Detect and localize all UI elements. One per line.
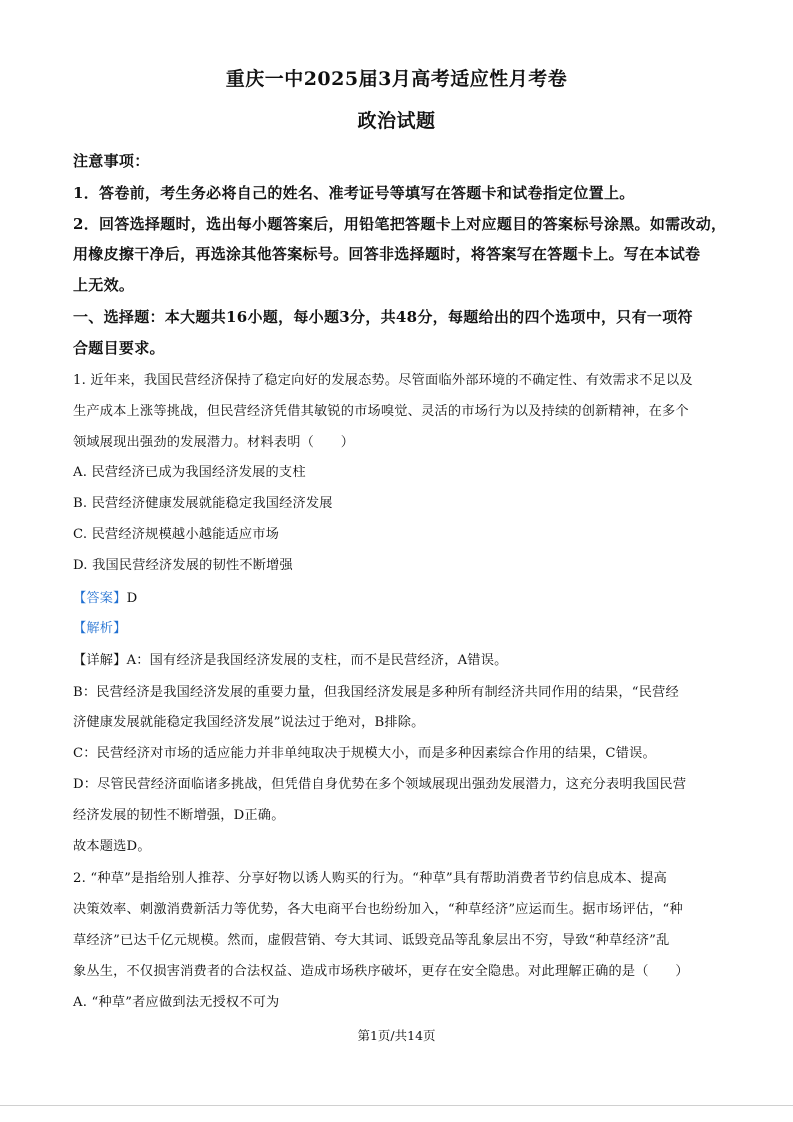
notice-item-2-line-1: 2．回答选择题时，选出每小题答案后，用铅笔把答题卡上对应题目的答案标号涂黑。如需改动，	[73, 215, 727, 233]
answer-value: D	[126, 591, 138, 606]
q1-conclusion: 故本题选D。	[73, 839, 151, 854]
q1-stem-line-3: 领域展现出强劲的发展潜力。材料表明（ ）	[73, 435, 355, 450]
q1-option-c: C. 民营经济规模越小越能适应市场	[73, 527, 280, 542]
answer-tag: 【答案】	[73, 591, 127, 606]
q2-stem-line-4: 象丛生，不仅损害消费者的合法权益、造成市场秩序破坏，更存在安全隐患。对此理解正确的是（ ）	[73, 964, 689, 979]
bottom-divider	[0, 1105, 793, 1106]
q1-detail-d-line-1: D：尽管民营经济面临诸多挑战，但凭借自身优势在多个领域展现出强劲发展潜力，这充分表明我国民营	[73, 777, 687, 792]
q1-option-d: D. 我国民营经济发展的韧性不断增强	[73, 558, 293, 573]
notice-heading: 注意事项：	[73, 152, 150, 170]
exam-title: 重庆一中2025届3月高考适应性月考卷	[225, 68, 568, 90]
page-number: 第1页/共14页	[357, 1028, 436, 1043]
exam-subject: 政治试题	[357, 110, 436, 132]
q1-detail-b-line-1: B：民营经济是我国经济发展的重要力量，但我国经济发展是多种所有制经济共同作用的结果，“民营经	[73, 685, 679, 700]
q1-detail-a	[73, 649, 507, 668]
q1-stem-line-2: 生产成本上涨等挑战，但民营经济凭借其敏锐的市场嗅觉、灵活的市场行为以及持续的创新精神，在多个	[73, 404, 689, 419]
q1-detail-d-line-2: 经济发展的韧性不断增强，D正确。	[73, 808, 285, 823]
section-heading-line-2: 合题目要求。	[73, 339, 165, 357]
q1-stem-line-1: 1. 近年来，我国民营经济保持了稳定向好的发展态势。尽管面临外部环境的不确定性、有效需求不足以及	[73, 373, 693, 388]
analysis-tag: 【解析】	[73, 621, 127, 636]
q1-detail-b-line-2: 济健康发展就能稳定我国经济发展”说法过于绝对，B排除。	[73, 715, 425, 730]
notice-item-1: 1．答卷前，考生务必将自己的姓名、准考证号等填写在答题卡和试卷指定位置上。	[73, 184, 635, 202]
detail-a-text: A：国有经济是我国经济发展的支柱，而不是民营经济，A错误。	[126, 653, 508, 668]
q2-option-a: A. “种草”者应做到法无授权不可为	[73, 995, 280, 1010]
q1-option-a: A. 民营经济已成为我国经济发展的支柱	[73, 465, 306, 480]
section-heading-line-1: 一、选择题：本大题共16小题，每小题3分，共48分，每题给出的四个选项中，只有一项符	[73, 308, 693, 326]
q1-answer	[73, 587, 137, 606]
q1-detail-c: C：民营经济对市场的适应能力并非单纯取决于规模大小，而是多种因素综合作用的结果，C错误。	[73, 746, 656, 761]
detail-tag: 【详解】	[73, 653, 127, 668]
notice-item-2-line-2: 用橡皮擦干净后，再选涂其他答案标号。回答非选择题时，将答案写在答题卡上。写在本试卷	[73, 245, 701, 263]
q2-stem-line-2: 决策效率、刺激消费新活力等优势，各大电商平台也纷纷加入，“种草经济”应运而生。据市场评估，“种	[73, 902, 683, 917]
notice-item-2-line-3: 上无效。	[73, 276, 135, 294]
q1-option-b: B. 民营经济健康发展就能稳定我国经济发展	[73, 496, 333, 511]
q2-stem-line-3: 草经济”已达千亿元规模。然而，虚假营销、夸大其词、诋毁竞品等乱象层出不穷，导致“种草经济”乱	[73, 933, 670, 948]
q2-stem-line-1: 2. “种草”是指给别人推荐、分享好物以诱人购买的行为。“种草”具有帮助消费者节约信息成本、提高	[73, 871, 668, 886]
